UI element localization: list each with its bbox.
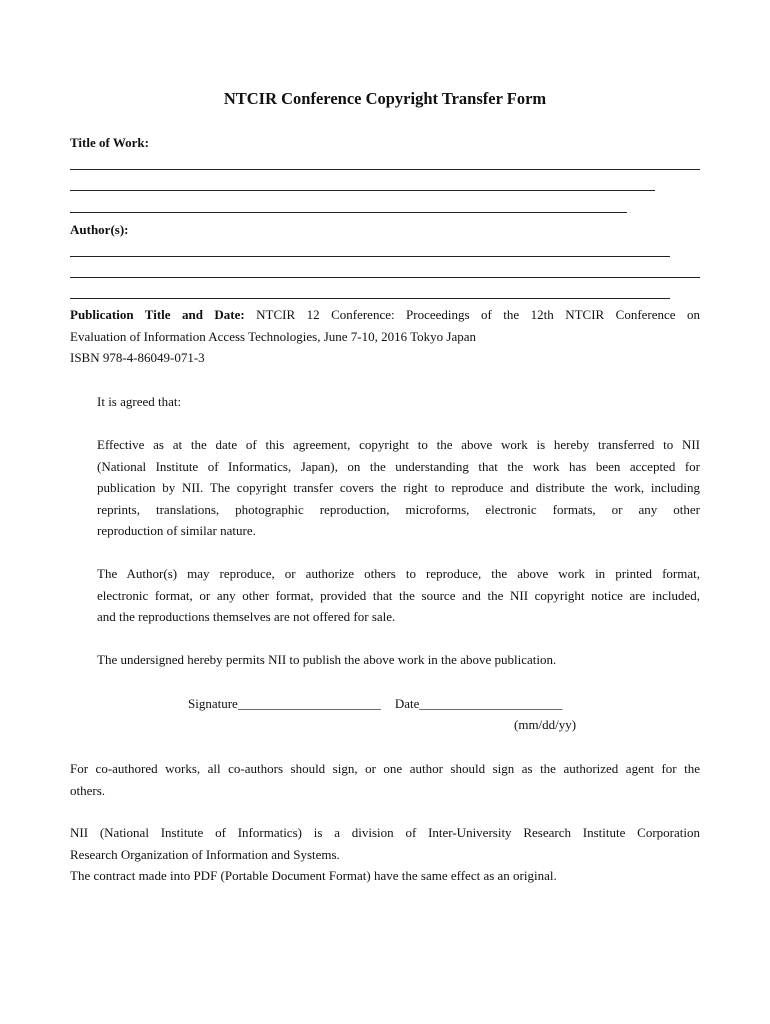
publication-line-1 [70,304,700,326]
coauthor-line: others. [70,782,106,798]
date-field[interactable]: ______________________ [419,696,563,711]
authors-label: Author(s): [70,222,129,237]
page-title: NTCIR Conference Copyright Transfer Form [223,89,547,108]
signature-label: Signature [188,696,238,711]
signature-row [188,693,562,714]
para1-line: reprints, translations, photographic reproduction, microforms, electronic formats, or any other [97,501,700,517]
authors-line-2[interactable] [70,277,700,278]
signature-field[interactable]: ______________________ [237,696,381,711]
authors-line-3[interactable] [70,298,670,299]
para2-line: The Author(s) may reproduce, or authorize others to reproduce, the above work in printed format, [97,566,700,581]
title-of-work-line-1[interactable] [70,169,700,170]
publication-label: Publication Title and Date: [70,307,245,322]
isbn: ISBN 978-4-86049-071-3 [70,350,205,365]
para2-line: electronic format, or any other format, provided that the source and the NII copyright notice are included, [97,587,700,603]
pdf-note: The contract made into PDF (Portable Document Format) have the same effect as an original. [70,868,557,883]
title-of-work-line-3[interactable] [70,212,627,213]
date-label: Date [394,696,420,711]
para1-line: Effective as at the date of this agreement, copyright to the above work is hereby transferred to NII [97,437,700,452]
coauthor-note [70,758,700,801]
agreement-intro: It is agreed that: [97,394,182,409]
para1-line: reproduction of similar nature. [97,523,256,538]
date-format-hint: (mm/dd/yy) [514,717,577,732]
title-of-work-line-2[interactable] [70,190,655,191]
nii-line: Research Organization of Information and Systems. [70,846,340,862]
para2-line: and the reproductions themselves are not offered for sale. [97,609,396,624]
nii-note [70,822,700,887]
authors-line-1[interactable] [70,256,670,257]
publication-value-line-2: Evaluation of Information Access Technologies, June 7-10, 2016 Tokyo Japan [70,328,477,344]
agreement-paragraph-3: The undersigned hereby permits NII to publish the above work in the above publication. [97,652,557,667]
para1-line: publication by NII. The copyright transfer covers the right to reproduce and distribute the work, including [97,480,700,495]
agreement-paragraph-1 [97,434,700,542]
title-of-work-label: Title of Work: [70,135,149,150]
publication-block [70,304,700,369]
nii-line: NII (National Institute of Informatics) is a division of Inter-University Research Institute Corporation [70,825,700,840]
agreement-paragraph-2 [97,563,700,628]
publication-value-line-1: NTCIR 12 Conference: Proceedings of the 12th NTCIR Conference on [256,307,700,322]
coauthor-line: For co-authored works, all co-authors should sign, or one author should sign as the authorized agent for the [70,761,700,776]
para1-line: (National Institute of Informatics, Japan), on the understanding that the work has been accepted for [97,458,700,474]
